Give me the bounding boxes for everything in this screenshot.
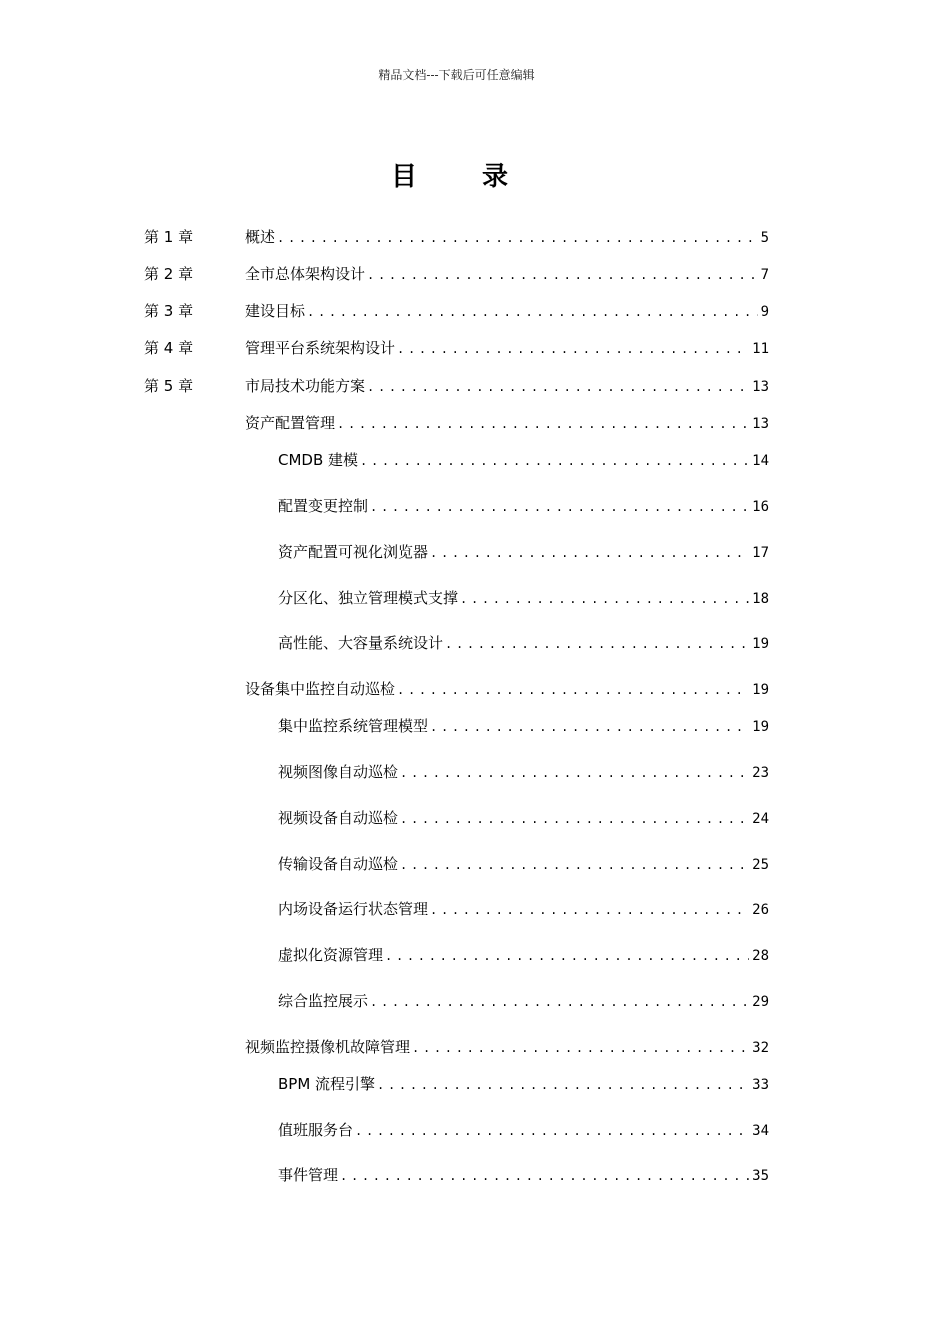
toc-leader-dots <box>400 854 749 876</box>
toc-entry[interactable] <box>278 990 769 1012</box>
toc-leader-dots <box>307 301 758 323</box>
toc-page-number: 25 <box>752 857 769 873</box>
toc-page-number: 18 <box>752 591 769 607</box>
toc-leader-dots <box>367 376 749 398</box>
toc-leader-dots <box>360 450 749 472</box>
toc-leader-dots <box>430 899 749 921</box>
toc-leader-dots <box>355 1120 749 1142</box>
toc-entry[interactable] <box>245 263 769 285</box>
toc-entry-text: 建设目标 <box>245 302 306 320</box>
toc-page-number: 32 <box>752 1040 769 1056</box>
toc-entry[interactable] <box>278 541 769 563</box>
toc-entry[interactable] <box>245 375 769 397</box>
toc-entry-text: 设备集中监控自动巡检 <box>245 680 396 698</box>
toc-leader-dots <box>370 496 749 518</box>
toc-leader-dots <box>397 679 749 701</box>
toc-entry[interactable] <box>278 632 769 654</box>
toc-entry-text: 虚拟化资源管理 <box>278 946 384 964</box>
toc-entry[interactable] <box>278 898 769 920</box>
toc-leader-dots <box>412 1037 749 1059</box>
toc-entry-text: 事件管理 <box>278 1166 339 1184</box>
toc-entry[interactable] <box>278 1164 769 1186</box>
toc-page-number: 19 <box>752 719 769 735</box>
toc-leader-dots <box>340 1165 749 1187</box>
page-header-note: 精品文档---下载后可任意编辑 <box>378 68 535 82</box>
toc-entry-text: 视频设备自动巡检 <box>278 809 399 827</box>
toc-page-number: 28 <box>752 948 769 964</box>
toc-page-number: 26 <box>752 902 769 918</box>
toc-page-number: 13 <box>752 379 769 395</box>
toc-entry-text: 配置变更控制 <box>278 497 369 515</box>
toc-entry[interactable] <box>278 495 769 517</box>
toc-entry[interactable] <box>245 300 769 322</box>
toc-entry[interactable] <box>278 853 769 875</box>
toc-page-number: 33 <box>752 1077 769 1093</box>
toc-entry[interactable] <box>245 337 769 359</box>
toc-page-number: 23 <box>752 765 769 781</box>
toc-page-number: 19 <box>752 636 769 652</box>
toc-entry[interactable] <box>278 449 769 471</box>
toc-leader-dots <box>370 991 749 1013</box>
toc-leader-dots <box>430 542 749 564</box>
toc-entry-text: 管理平台系统架构设计 <box>245 339 396 357</box>
toc-entry-text: BPM 流程引擎 <box>278 1075 376 1093</box>
toc-entry[interactable] <box>278 1073 769 1095</box>
toc-page-number: 7 <box>760 267 769 283</box>
toc-leader-dots <box>400 762 749 784</box>
toc-leader-dots <box>400 808 749 830</box>
toc-page-number: 9 <box>760 304 769 320</box>
toc-entry-text: 概述 <box>245 228 276 246</box>
toc-page-number: 16 <box>752 499 769 515</box>
toc-leader-dots <box>367 264 758 286</box>
toc-leader-dots <box>337 413 749 435</box>
toc-entry-text: CMDB 建模 <box>278 451 359 469</box>
toc-page-number: 17 <box>752 545 769 561</box>
toc-title: 目 录 <box>390 162 537 192</box>
toc-page-number: 5 <box>760 230 769 246</box>
toc-entry-text: 高性能、大容量系统设计 <box>278 634 444 652</box>
toc-entry-text: 分区化、独立管理模式支撑 <box>278 589 459 607</box>
toc-leader-dots <box>397 338 749 360</box>
toc-page-number: 13 <box>752 416 769 432</box>
toc-entry-text: 视频图像自动巡检 <box>278 763 399 781</box>
toc-entry-text: 集中监控系统管理模型 <box>278 717 429 735</box>
toc-chapter-label: 第 1 章 <box>144 228 194 246</box>
toc-leader-dots <box>460 588 749 610</box>
toc-entry-text: 内场设备运行状态管理 <box>278 900 429 918</box>
toc-entry[interactable] <box>278 807 769 829</box>
toc-entry[interactable] <box>278 761 769 783</box>
toc-page-number: 19 <box>752 682 769 698</box>
toc-page-number: 29 <box>752 994 769 1010</box>
toc-leader-dots <box>430 716 749 738</box>
toc-entry[interactable] <box>278 1119 769 1141</box>
toc-entry-text: 传输设备自动巡检 <box>278 855 399 873</box>
toc-chapter-label: 第 4 章 <box>144 339 194 357</box>
toc-page-number: 24 <box>752 811 769 827</box>
toc-page-number: 11 <box>752 341 769 357</box>
toc-entry[interactable] <box>278 587 769 609</box>
toc-entry-text: 市局技术功能方案 <box>245 377 366 395</box>
toc-entry[interactable] <box>245 412 769 434</box>
toc-entry-text: 资产配置可视化浏览器 <box>278 543 429 561</box>
toc-leader-dots <box>385 945 749 967</box>
toc-page-number: 34 <box>752 1123 769 1139</box>
toc-leader-dots <box>377 1074 749 1096</box>
toc-entry[interactable] <box>278 715 769 737</box>
toc-entry[interactable] <box>245 1036 769 1058</box>
toc-entry-text: 值班服务台 <box>278 1121 354 1139</box>
toc-page-number: 35 <box>752 1168 769 1184</box>
toc-leader-dots <box>277 227 758 249</box>
toc-leader-dots <box>445 633 749 655</box>
toc-entry[interactable] <box>278 944 769 966</box>
toc-entry-text: 资产配置管理 <box>245 414 336 432</box>
toc-chapter-label: 第 5 章 <box>144 377 194 395</box>
toc-entry-text: 全市总体架构设计 <box>245 265 366 283</box>
toc-chapter-label: 第 2 章 <box>144 265 194 283</box>
toc-chapter-label: 第 3 章 <box>144 302 194 320</box>
toc-entry-text: 视频监控摄像机故障管理 <box>245 1038 411 1056</box>
toc-page-number: 14 <box>752 453 769 469</box>
toc-entry[interactable] <box>245 226 769 248</box>
toc-entry-text: 综合监控展示 <box>278 992 369 1010</box>
toc-entry[interactable] <box>245 678 769 700</box>
